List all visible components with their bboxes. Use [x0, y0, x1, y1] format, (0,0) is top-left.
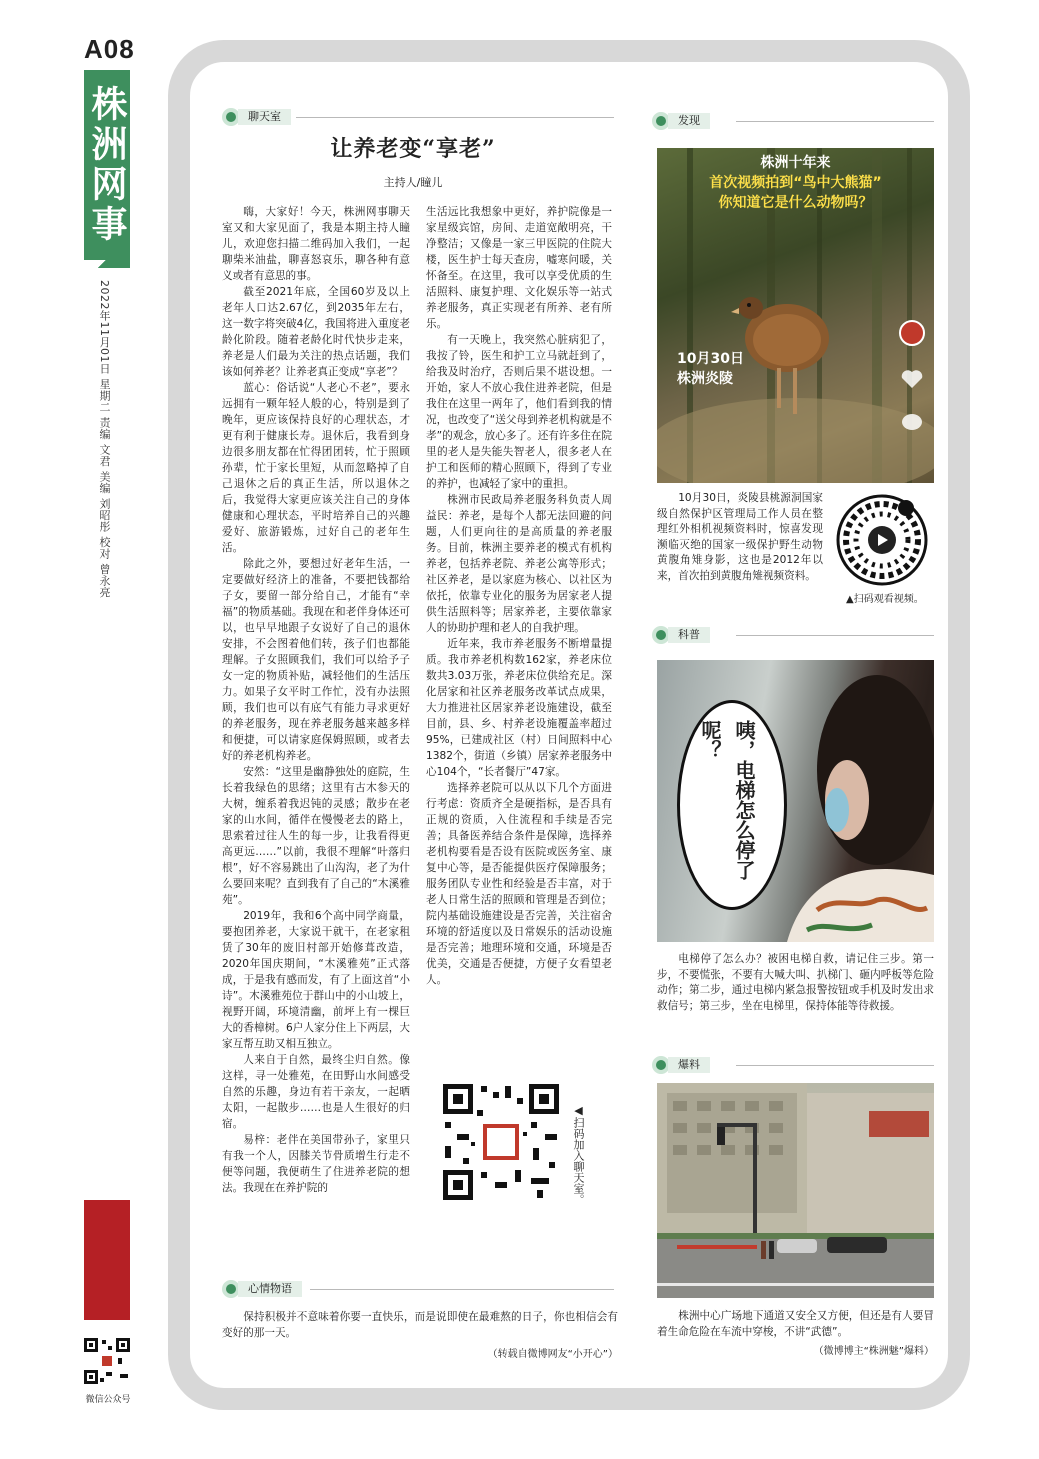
mood-text: 保持积极并不意味着你要一直快乐，而是说即使在最难熬的日子，你也相信会有变好的那一天。 — [222, 1311, 618, 1339]
avatar-icon[interactable] — [900, 321, 924, 345]
dateline: 2022年11月01日 星期二 责编 文君 美编 刘昭彤 校对 曾永亮 — [98, 280, 111, 598]
find-text: 10月30日，炎陵县桃源洞国家级自然保护区管理局工作人员在整理红外相机视频资料时，惊喜发现濒临灭绝的国家一级保护野生动物黄腹角雉身影，这也是2012年以来，首次拍到黄腹角雉视频资料。 — [657, 492, 823, 582]
street-photo — [657, 1083, 934, 1298]
find-section-tag — [652, 112, 710, 130]
speech-bubble-text: 咦，电梯怎么停了呢？ — [698, 720, 756, 880]
paragraph: 除此之外，要想过好老年生活，一定要做好经济上的准备，不要把钱都给子女，要留一部分给自己，才能有“幸福”的物质基础。我现在和老伴身体还可以，也早早地跟子女说好了自己的退休安排，不会图着他们转，孩子们也都能理解。子女照顾我们，我们可以给予子女一定的物质补贴，减轻他们的生活压力。如果子女平时工作忙，没有办法照顾，我们也可以有底气有能力寻求更好的养老服务，现在养老服务越来越多样和便捷，可以请家庭保姆照顾，或者去好的养老机构养老。 — [222, 558, 410, 762]
video-actions — [897, 318, 927, 438]
article-byline: 主持人/瞳儿 — [383, 176, 443, 189]
video-title-line-3: 你知道它是什么动物吗？ — [718, 195, 873, 211]
paragraph: 蓝心：俗话说“人老心不老”，要永远拥有一颗年轻人般的心，特别是到了晚年，更应该保持良好的心理状态，才更有利于健康长寿。退休后，我看到身边很多朋友都在忙得团团转，忙于照顾孙辈，忙于家长里短，从而忽略掉了自己退休之后的真正生活，所以退休之后，我觉得大家更应该关注自己的身体健康和心理状态，平时培养自己的兴趣爱好、旅游锻炼，过好自己的老年生活。 — [222, 382, 410, 554]
paragraph: 株洲市民政局养老服务科负责人周益民：养老，是每个人都无法回避的问题，人们更向往的是高质量的养老服务。目前，株洲主要养老的模式有机构养老，包括养老院、养老公寓等形式；社区养老，是以家庭为核心、以社区为依托，依靠专业化的服务为居家老人提供生活照料等；居家养老，主要依靠家人的协助护理和老人的自我护理。 — [426, 494, 612, 634]
news-source: （微博博主“株洲魅”爆料） — [813, 1346, 934, 1357]
article-column-1 — [222, 204, 410, 1226]
find-scan-label: ▲扫码观看视频。 — [846, 594, 924, 605]
page-number: A08 — [84, 34, 135, 64]
pheasant-video-still[interactable] — [657, 148, 934, 483]
caption-arrow-icon: ◀ — [572, 1104, 585, 1117]
paragraph: 嗨，大家好！今天，株洲网事聊天室又和大家见面了，我是本期主持人瞳儿，欢迎您扫描二维码加入我们，一起聊柴米油盐，聊喜怒哀乐，聊各种有意义或者有意思的事。 — [222, 206, 410, 282]
news-tag-rule — [736, 1065, 934, 1066]
news-text: 株洲中心广场地下通道又安全又方便，但还是有人要冒着生命危险在车流中穿梭，不讲“武德”。 — [657, 1310, 934, 1338]
video-title-line-1: 株洲十年来 — [760, 155, 831, 171]
paragraph: 截至2021年底，全国60岁及以上老年人口达2.67亿，到2035年左右，这一数字将突破4亿，我国将进入重度老龄化阶段。随着老龄化时代快步走来，养老是人们最为关注的热点话题，我们该如何养老？让养老真正变成“享老”？ — [222, 286, 410, 378]
video-qr-code[interactable] — [836, 494, 928, 586]
paragraph: 人来自于自然，最终尘归自然。像这样，寻一处雅苑，在田野山水间感受自然的乐趣，身边有若干亲友，一起晒太阳，一起散步……也是人生很好的归宿。 — [222, 1054, 410, 1130]
find-tag-rule — [736, 121, 934, 122]
caption-text: 扫码加入聊天室。 — [572, 1117, 585, 1205]
street-scene — [657, 1083, 934, 1298]
comment-icon[interactable] — [902, 414, 922, 430]
paragraph: 有一天晚上，我突然心脏病犯了，我按了铃，医生和护工立马就赶到了，给我及时治疗，否则后果不堪设想。一开始，家人不放心我住进养老院，但是我住在这里一两年了，他们看到我的情况，也改变了“送父母到养老机构就是不孝”的观念，放心多了。还有许多住在院里的老人是失能失智老人，很多老人在护工和医师的精心照顾下，得到了专业的养护，也减轻了家中的重担。 — [426, 334, 612, 490]
mood-tag-rule — [310, 1289, 614, 1290]
column-title: 株洲网事 — [84, 70, 130, 260]
mood-section-tag — [222, 1280, 302, 1298]
brand-logo — [84, 1200, 130, 1320]
science-section-tag — [652, 626, 710, 644]
paragraph: 生活远比我想象中更好，养护院像是一家星级宾馆，房间、走道宽敞明亮，干净整洁；又像是一家三甲医院的住院大楼，医生护士每天查房，嘘寒问暖，关怀备至。在这里，我可以享受优质的生活照料、康复护理、文化娱乐等一站式养老服务，真正实现老有所养、老有所乐。 — [426, 206, 612, 330]
chatroom-qr-code[interactable] — [441, 1082, 561, 1202]
article-title: 让养老变“享老” — [330, 136, 496, 162]
wechat-label: 微信公众号 — [85, 1395, 131, 1405]
science-tag-label: 科普 — [668, 627, 710, 643]
article-column-2 — [426, 204, 612, 1049]
find-tag-label: 发现 — [668, 113, 710, 129]
paragraph: 选择养老院可以从以下几个方面进行考虑：资质齐全是硬指标，是否具有正规的资质，入住流程和手续是否完善；具备医养结合条件是保障，选择养老机构要看是否设有医院或医务室、康复中心等，是否能提供医疗保障服务；服务团队专业性和经验是否丰富，对于老人日常生活的照顾和管理是否到位；院内基础设施建设是否完善，关注宿舍环境的舒适度以及日常娱乐的活动设施是否完善；地理环境和交通，环境是否优美，交通是否便捷，方便子女看望老人。 — [426, 782, 612, 986]
video-date: 10月30日 — [677, 351, 744, 367]
paragraph: 易梓：老伴在美国带孙子，家里只有我一个人，因膝关节骨质增生行走不便等问题，我便萌生了住进养老院的想法。我现在在养护院的 — [222, 1134, 410, 1194]
left-rail — [0, 0, 150, 1459]
video-title-line-2: 首次视频拍到“鸟中大熊猫” — [709, 175, 882, 191]
mood-tag-label: 心情物语 — [238, 1281, 302, 1297]
mood-source: （转载自微博网友“小开心”） — [487, 1349, 618, 1360]
paragraph: 近年来，我市养老服务不断增量提质。我市养老机构数162家，养老床位数共3.03万张，养老床位供给充足。深化居家和社区养老服务改革试点成果，大力推进社区居家养老设施建设，截至目前，县、乡、村养老设施覆盖率超过95%，已建成社区（村）日间照料中心1382个，街道（乡镇）居家养老服务中心104个，“长者餐厅”47家。 — [426, 638, 612, 778]
chatroom-qr-caption — [571, 1104, 585, 1214]
chat-tag-rule — [296, 117, 614, 118]
elevator-photo — [657, 660, 934, 942]
heart-icon[interactable] — [902, 370, 923, 388]
chat-section-tag — [222, 108, 291, 126]
column-title-stripe — [84, 260, 130, 268]
paragraph: 安然：“这里是幽静独处的庭院，生长着我绿色的思绪；这里有古木参天的大树，缠系着我迟钝的灵感；散步在老家的山水间，循伴在慢慢老去的路上，思索着过往人生的每一步，让我看得更高更远……”以前，我很不理解“叶落归根”，好不容易跳出了山沟沟，老了为什么要回来呢？直到我有了自己的“木溪雅苑”。 — [222, 766, 410, 906]
wechat-qr-code[interactable] — [82, 1336, 132, 1386]
news-tag-label: 爆料 — [668, 1057, 710, 1073]
video-place: 株洲炎陵 — [677, 371, 733, 387]
science-text: 电梯停了怎么办？被困电梯自救，请记住三步。第一步，不要慌张，不要有大喊大叫、扒梯门、砸内呼板等危险动作；第二步，通过电梯内紧急报警按钮或手机及时发出求救信号；第三步，坐在电梯里，保持体能等待救援。 — [657, 953, 934, 1012]
science-tag-rule — [736, 635, 934, 636]
paragraph: 2019年，我和6个高中同学商量，要抱团养老，大家说干就干，在老家租赁了30年的废旧村部开始修葺改造，2020年国庆期间，“木溪雅苑”正式落成，于是我有感而发，有了上面这首“小诗”。木溪雅苑位于群山中的小山坡上，视野开阔，环境清幽，前坪上有一棵巨大的香樟树。6户人家分住上下两层，大家互帮互助又相互独立。 — [222, 910, 410, 1050]
chat-tag-label: 聊天室 — [238, 109, 291, 125]
news-section-tag — [652, 1056, 710, 1074]
